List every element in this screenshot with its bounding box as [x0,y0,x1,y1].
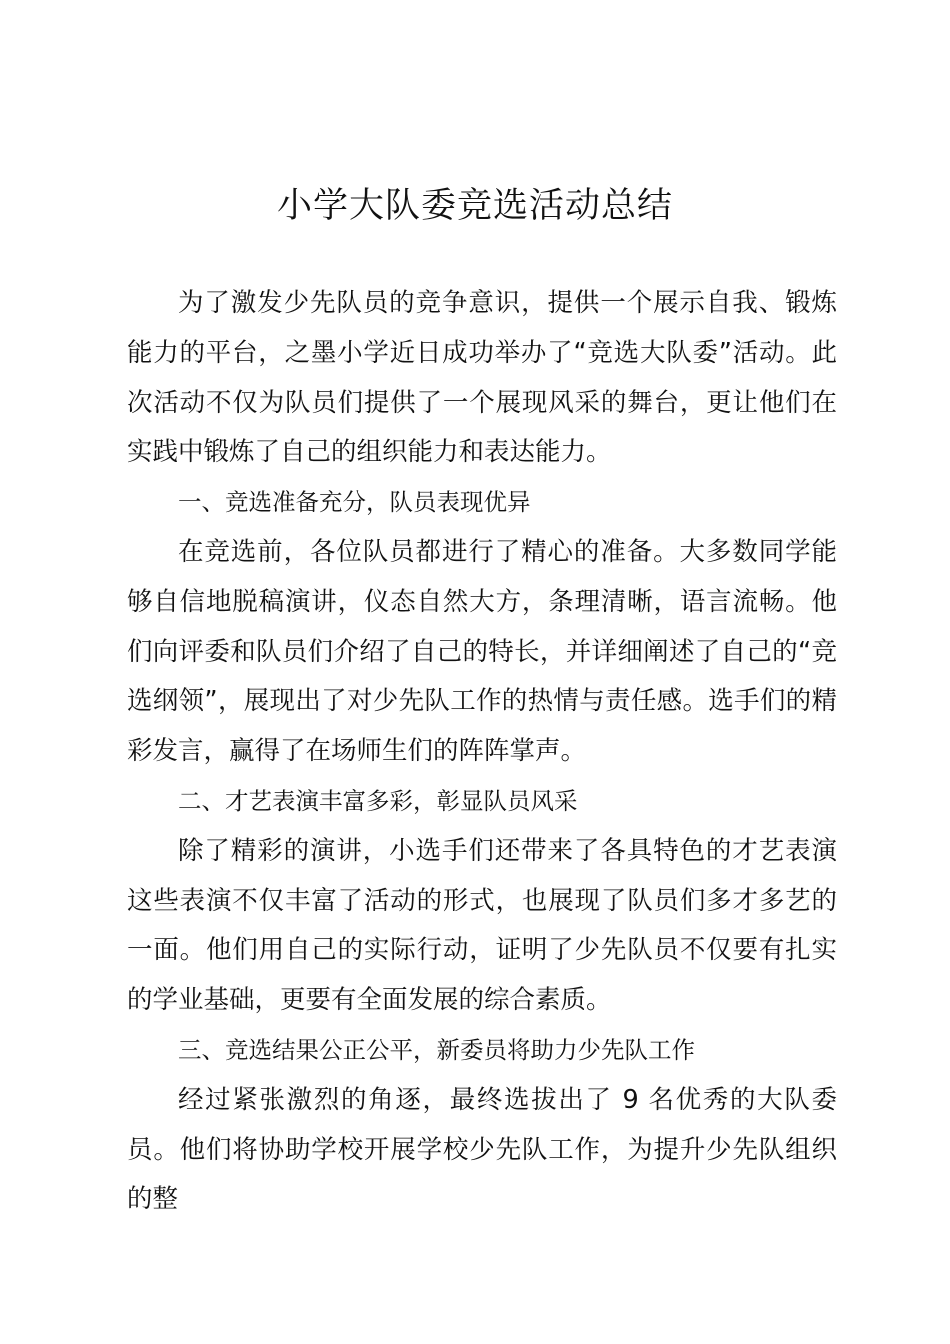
document-body [127,279,837,1225]
section-1-paragraph: 在竞选前，各位队员都进行了精心的准备。大多数同学能够自信地脱稿演讲，仪态自然大方，条理清晰，语言流畅。他们向评委和队员们介绍了自己的特长，并详细阐述了自己的“竞选纲领”，展现出了对少先队工作的热情与责任感。选手们的精彩发言，赢得了在场师生们的阵阵掌声。 [127,536,837,767]
section-heading-2: 二、才艺表演丰富多彩，彰显队员风采 [178,786,578,815]
section-heading-3: 三、竞选结果公正公平，新委员将助力少先队工作 [178,1035,695,1064]
section-heading-1: 一、竞选准备充分，队员表现优异 [178,488,531,517]
intro-paragraph: 为了激发少先队员的竞争意识，提供一个展示自我、锻炼能力的平台，之墨小学近日成功举办了“竞选大队委”活动。此次活动不仅为队员们提供了一个展现风采的舞台，更让他们在实践中锻炼了自己的组织能力和表达能力。 [127,288,837,468]
document-title: 小学大队委竞选活动总结 [276,186,673,226]
section-2-paragraph: 除了精彩的演讲，小选手们还带来了各具特色的才艺表演这些表演不仅丰富了活动的形式，也展现了队员们多才多艺的一面。他们用自己的实际行动，证明了少先队员不仅要有扎实的学业基础，更要有全面发展的综合素质。 [127,835,837,1016]
section-3-paragraph: 经过紧张激烈的角逐，最终选拔出了 9 名优秀的大队委员。他们将协助学校开展学校少先队工作，为提升少先队组织的整 [127,1084,837,1215]
